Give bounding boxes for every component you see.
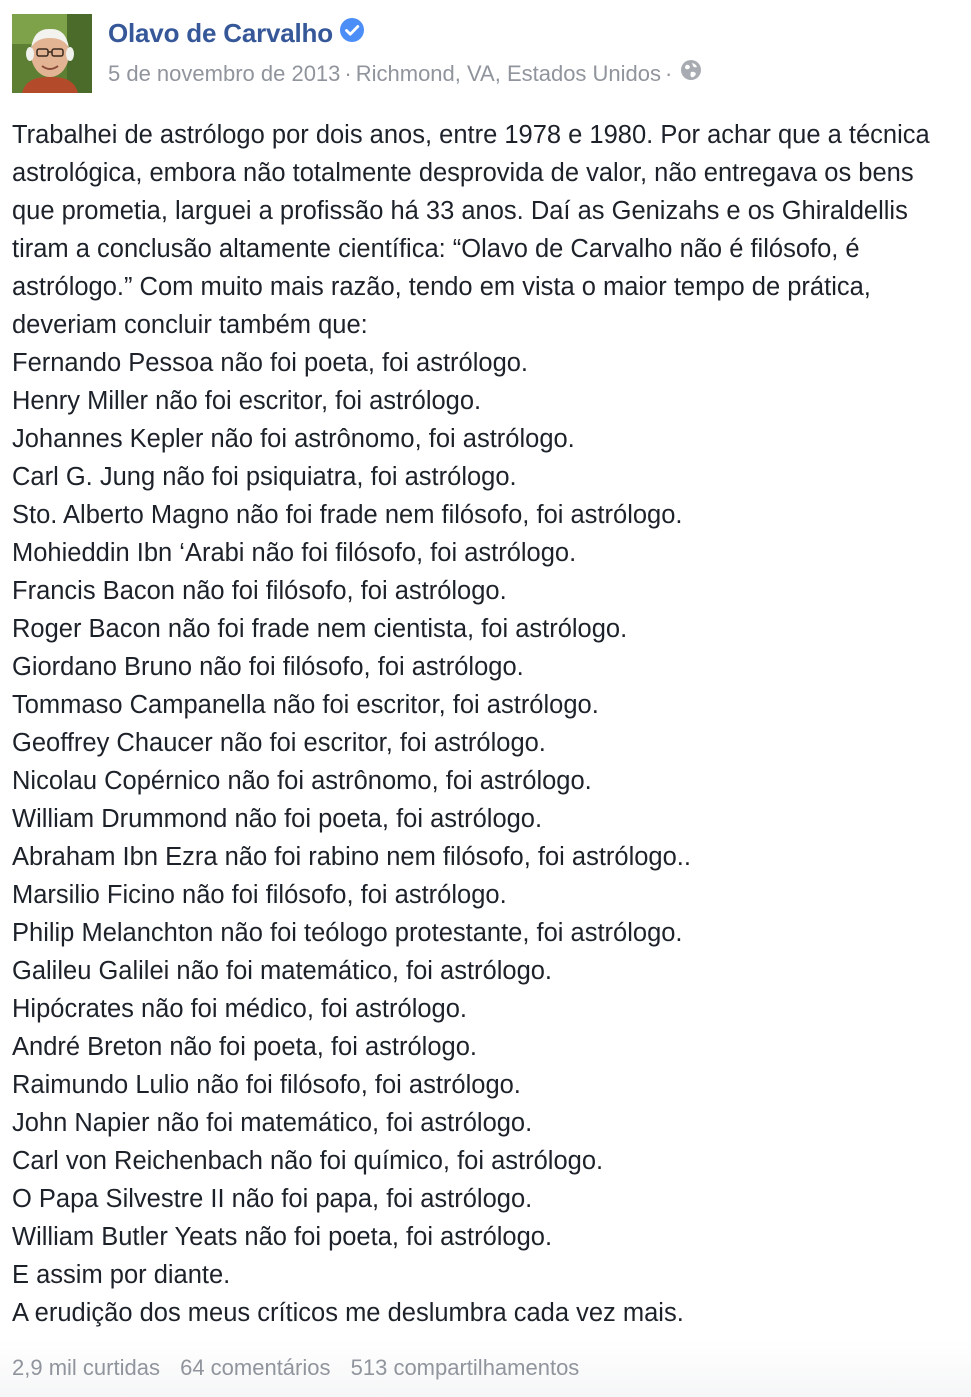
post-line: A erudição dos meus críticos me deslumbra cada vez mais.: [12, 1299, 684, 1327]
post-line: André Breton não foi poeta, foi astrólogo.: [12, 1033, 477, 1061]
meta-separator: ·: [344, 61, 352, 86]
globe-icon[interactable]: [680, 59, 702, 87]
post-line: Francis Bacon não foi filósofo, foi astrólogo.: [12, 577, 507, 605]
post-line: Sto. Alberto Magno não foi frade nem filósofo, foi astrólogo.: [12, 501, 683, 529]
comments-count[interactable]: 64 comentários: [180, 1355, 331, 1380]
shares-count[interactable]: 513 compartilhamentos: [350, 1355, 580, 1380]
post-intro-paragraph: Trabalhei de astrólogo por dois anos, entre 1978 e 1980. Por achar que a técnica astrológica, embora não totalmente desprovida de valor, não entregava os bens que prometia, larguei a profissão há 33 anos. Daí as Genizahs e os Ghiraldellis tiram a conclusão altamente científica: “Olavo de Carvalho não é filósofo, é astrólogo.” Com muito mais razão, tendo em vista o maior tempo de prática, deveriam concluir também que:: [12, 121, 930, 339]
author-name[interactable]: [108, 18, 365, 50]
post-line: Giordano Bruno não foi filósofo, foi astrólogo.: [12, 653, 524, 681]
post-line: Galileu Galilei não foi matemático, foi astrólogo.: [12, 957, 553, 985]
post-line: Johannes Kepler não foi astrônomo, foi astrólogo.: [12, 425, 575, 453]
post-line: Carl G. Jung não foi psiquiatra, foi astrólogo.: [12, 463, 517, 491]
author-name-text[interactable]: Olavo de Carvalho: [108, 18, 333, 48]
post-line: Mohieddin Ibn ‘Arabi não foi filósofo, foi astrólogo.: [12, 539, 577, 567]
post-line: Raimundo Lulio não foi filósofo, foi astrólogo.: [12, 1071, 521, 1099]
post-line: Fernando Pessoa não foi poeta, foi astrólogo.: [12, 349, 529, 377]
post-line: Marsilio Ficino não foi filósofo, foi astrólogo.: [12, 881, 507, 909]
post-line: Henry Miller não foi escritor, foi astrólogo.: [12, 387, 482, 415]
verified-badge-icon: [339, 17, 365, 50]
post-body: [12, 116, 957, 1332]
likes-count[interactable]: 2,9 mil curtidas: [12, 1355, 160, 1380]
post-meta: [108, 61, 702, 87]
post-line: Tommaso Campanella não foi escritor, foi astrólogo.: [12, 691, 599, 719]
meta-separator-2: ·: [665, 61, 673, 86]
post-line: O Papa Silvestre II não foi papa, foi astrólogo.: [12, 1185, 533, 1213]
post-line: E assim por diante.: [12, 1261, 231, 1289]
engagement-stats: [12, 1355, 593, 1381]
post-header: [12, 14, 952, 94]
post-line: Philip Melanchton não foi teólogo protestante, foi astrólogo.: [12, 919, 683, 947]
post-line: Roger Bacon não foi frade nem cientista, foi astrólogo.: [12, 615, 628, 643]
post-line: William Drummond não foi poeta, foi astrólogo.: [12, 805, 543, 833]
post-footer: [0, 1340, 971, 1397]
avatar[interactable]: [12, 14, 92, 93]
post-date[interactable]: 5 de novembro de 2013: [108, 61, 341, 86]
post-line: Abraham Ibn Ezra não foi rabino nem filósofo, foi astrólogo..: [12, 843, 691, 871]
post-line: Nicolau Copérnico não foi astrônomo, foi astrólogo.: [12, 767, 592, 795]
post-location[interactable]: Richmond, VA, Estados Unidos: [355, 61, 662, 86]
post-line: John Napier não foi matemático, foi astrólogo.: [12, 1109, 533, 1137]
post-line: Hipócrates não foi médico, foi astrólogo.: [12, 995, 467, 1023]
post-line: Geoffrey Chaucer não foi escritor, foi astrólogo.: [12, 729, 546, 757]
post-line: Carl von Reichenbach não foi químico, foi astrólogo.: [12, 1147, 604, 1175]
post-line: William Butler Yeats não foi poeta, foi astrólogo.: [12, 1223, 553, 1251]
